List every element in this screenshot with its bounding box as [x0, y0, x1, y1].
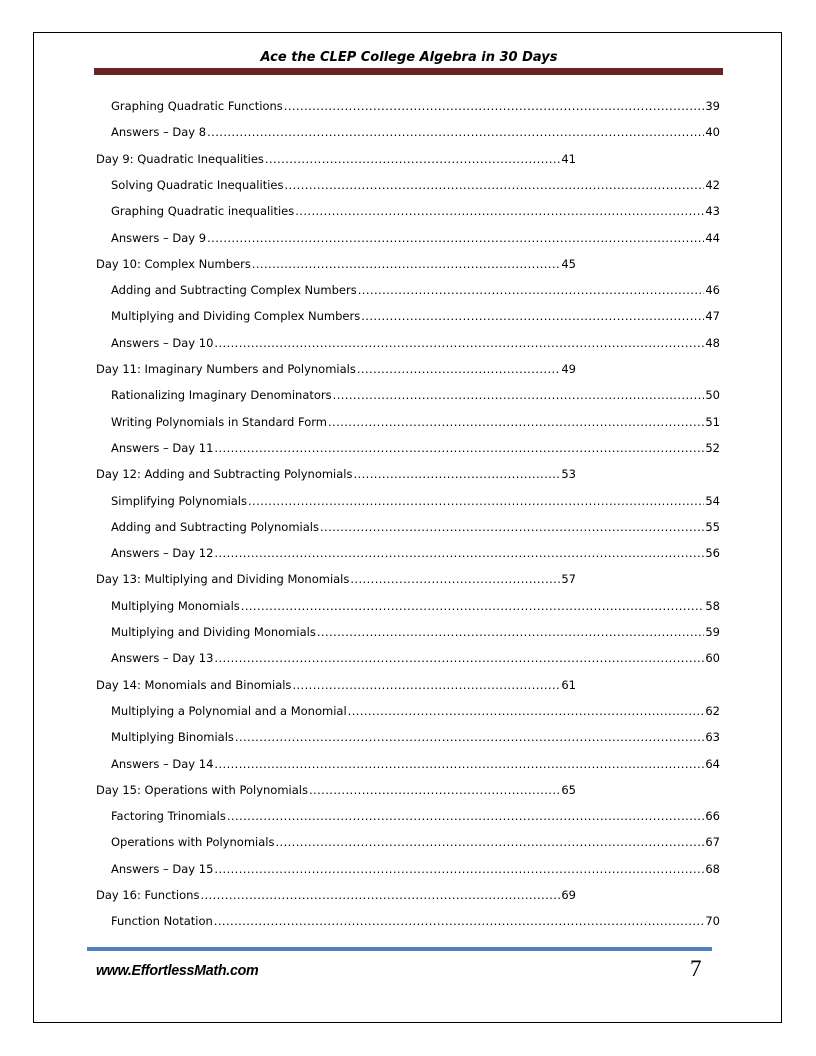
toc-section-entry[interactable]	[111, 383, 720, 403]
toc-entry-page: 70	[705, 914, 720, 929]
toc-entry-page: 39	[705, 99, 720, 113]
toc-dot-leader	[214, 913, 705, 929]
toc-entry-page: 61	[561, 677, 576, 692]
toc-entry-page: 56	[705, 546, 720, 561]
toc-dot-leader	[348, 703, 705, 719]
toc-section-entry[interactable]	[111, 226, 720, 246]
toc-day-entry[interactable]	[96, 778, 576, 798]
toc-section-entry[interactable]	[111, 515, 720, 535]
toc-dot-leader	[317, 624, 705, 640]
toc-entry-label: Multiplying and Dividing Complex Numbers	[111, 309, 361, 324]
toc-dot-leader	[214, 650, 704, 666]
toc-dot-leader	[320, 519, 704, 535]
toc-entry-page: 49	[561, 362, 576, 376]
toc-entry-label: Multiplying and Dividing Monomials	[111, 625, 316, 639]
toc-entry-label: Writing Polynomials in Standard Form	[111, 414, 327, 429]
toc-entry-label: Answers – Day 15	[111, 861, 214, 876]
toc-entry-page: 43	[705, 204, 720, 219]
toc-entry-label: Day 9: Quadratic Inequalities	[96, 151, 264, 166]
toc-entry-page: 57	[561, 572, 576, 587]
toc-section-entry[interactable]	[111, 331, 720, 351]
toc-entry-page: 66	[705, 809, 720, 824]
toc-dot-leader	[328, 414, 704, 430]
toc-entry-label: Day 16: Functions	[96, 888, 200, 902]
toc-dot-leader	[265, 151, 560, 167]
toc-entry-label: Answers – Day 14	[111, 756, 214, 771]
toc-entry-page: 69	[561, 888, 576, 902]
toc-entry-label: Adding and Subtracting Complex Numbers	[111, 283, 357, 298]
toc-entry-label: Day 15: Operations with Polynomials	[96, 782, 308, 797]
toc-section-entry[interactable]	[111, 489, 720, 509]
toc-section-entry[interactable]	[111, 410, 720, 430]
toc-entry-label: Day 13: Multiplying and Dividing Monomials	[96, 572, 350, 587]
toc-dot-leader	[248, 493, 704, 509]
toc-entry-page: 54	[705, 493, 720, 508]
toc-dot-leader	[295, 203, 704, 219]
toc-entry-label: Solving Quadratic Inequalities	[111, 177, 284, 192]
toc-entry-label: Function Notation	[111, 914, 213, 929]
toc-dot-leader	[214, 440, 704, 456]
toc-entry-page: 52	[705, 440, 720, 455]
toc-entry-label: Answers – Day 9	[111, 230, 207, 245]
toc-section-entry[interactable]	[111, 830, 720, 850]
toc-entry-page: 40	[705, 125, 720, 140]
toc-entry-page: 58	[705, 598, 720, 613]
toc-dot-leader	[357, 361, 561, 377]
toc-entry-page: 47	[705, 309, 720, 324]
toc-entry-page: 59	[705, 625, 720, 639]
footer-website-link[interactable]: www.EffortlessMath.com	[96, 962, 259, 979]
toc-entry-page: 46	[705, 283, 720, 298]
toc-entry-page: 51	[705, 414, 720, 429]
toc-entry-label: Day 11: Imaginary Numbers and Polynomials	[96, 362, 356, 376]
toc-entry-label: Graphing Quadratic inequalities	[111, 204, 295, 219]
toc-entry-page: 45	[561, 256, 576, 271]
toc-entry-page: 68	[705, 861, 720, 876]
toc-entry-page: 63	[705, 730, 720, 745]
toc-dot-leader	[284, 177, 704, 193]
toc-entry-label: Multiplying Binomials	[111, 730, 234, 745]
toc-dot-leader	[214, 756, 704, 772]
toc-dot-leader	[358, 282, 705, 298]
toc-section-entry[interactable]	[111, 620, 720, 640]
toc-dot-leader	[200, 887, 560, 903]
toc-section-entry[interactable]	[111, 752, 720, 772]
toc-entry-page: 64	[705, 756, 720, 771]
toc-entry-label: Day 10: Complex Numbers	[96, 256, 251, 271]
toc-section-entry[interactable]	[111, 278, 720, 298]
toc-dot-leader	[361, 308, 704, 324]
toc-entry-label: Answers – Day 13	[111, 651, 214, 666]
toc-section-entry[interactable]	[111, 541, 720, 561]
toc-dot-leader	[284, 98, 705, 114]
toc-dot-leader	[207, 230, 704, 246]
toc-section-entry[interactable]	[111, 909, 720, 929]
toc-dot-leader	[292, 677, 560, 693]
toc-entry-page: 60	[705, 651, 720, 666]
toc-entry-label: Answers – Day 8	[111, 125, 207, 140]
toc-day-entry[interactable]	[96, 673, 576, 693]
toc-section-entry[interactable]	[111, 804, 720, 824]
toc-entry-label: Operations with Polynomials	[111, 835, 275, 850]
toc-entry-page: 67	[705, 835, 720, 850]
toc-entry-label: Simplifying Polynomials	[111, 493, 247, 508]
toc-day-entry[interactable]	[96, 357, 576, 377]
toc-entry-label: Answers – Day 10	[111, 335, 214, 350]
toc-dot-leader	[353, 466, 560, 482]
toc-entry-label: Multiplying Monomials	[111, 598, 240, 613]
toc-entry-label: Adding and Subtracting Polynomials	[111, 519, 319, 534]
toc-dot-leader	[214, 335, 704, 351]
toc-entry-label: Day 14: Monomials and Binomials	[96, 677, 292, 692]
toc-dot-leader	[275, 834, 704, 850]
page-number: 7	[690, 956, 702, 981]
toc-day-entry[interactable]	[96, 252, 576, 272]
toc-day-entry[interactable]	[96, 883, 576, 903]
toc-dot-leader	[227, 808, 705, 824]
toc-entry-label: Multiplying a Polynomial and a Monomial	[111, 703, 347, 718]
toc-dot-leader	[207, 124, 704, 140]
toc-dot-leader	[333, 387, 705, 403]
toc-entry-page: 50	[705, 388, 720, 403]
toc-section-entry[interactable]	[111, 857, 720, 877]
book-title: Ace the CLEP College Algebra in 30 Days	[260, 50, 558, 65]
toc-dot-leader	[350, 571, 560, 587]
toc-dot-leader	[214, 861, 704, 877]
toc-entry-page: 62	[705, 703, 720, 718]
toc-entry-label: Day 12: Adding and Subtracting Polynomials	[96, 467, 353, 482]
footer-rule	[87, 947, 712, 951]
toc-section-entry[interactable]	[111, 594, 720, 614]
toc-section-entry[interactable]	[111, 199, 720, 219]
toc-entry-page: 48	[705, 335, 720, 350]
toc-section-entry[interactable]	[111, 94, 720, 114]
toc-entry-label: Answers – Day 12	[111, 546, 214, 561]
toc-dot-leader	[235, 729, 704, 745]
toc-dot-leader	[241, 598, 705, 614]
toc-section-entry[interactable]	[111, 173, 720, 193]
toc-section-entry[interactable]	[111, 725, 720, 745]
toc-dot-leader	[252, 256, 561, 272]
toc-entry-label: Rationalizing Imaginary Denominators	[111, 388, 332, 403]
toc-dot-leader	[214, 545, 704, 561]
toc-dot-leader	[309, 782, 560, 798]
toc-entry-page: 55	[705, 519, 720, 534]
toc-day-entry[interactable]	[96, 567, 576, 587]
toc-day-entry[interactable]	[96, 462, 576, 482]
toc-entry-label: Answers – Day 11	[111, 440, 214, 455]
toc-entry-page: 53	[561, 467, 576, 482]
toc-section-entry[interactable]	[111, 120, 720, 140]
toc-entry-label: Graphing Quadratic Functions	[111, 99, 283, 113]
toc-entry-label: Factoring Trinomials	[111, 809, 226, 824]
toc-entry-page: 44	[705, 230, 720, 245]
toc-entry-page: 65	[561, 782, 576, 797]
toc-section-entry[interactable]	[111, 646, 720, 666]
toc-section-entry[interactable]	[111, 699, 720, 719]
toc-entry-page: 41	[561, 151, 576, 166]
toc-section-entry[interactable]	[111, 304, 720, 324]
toc-entry-page: 42	[705, 177, 720, 192]
toc-section-entry[interactable]	[111, 436, 720, 456]
toc-day-entry[interactable]	[96, 147, 576, 167]
